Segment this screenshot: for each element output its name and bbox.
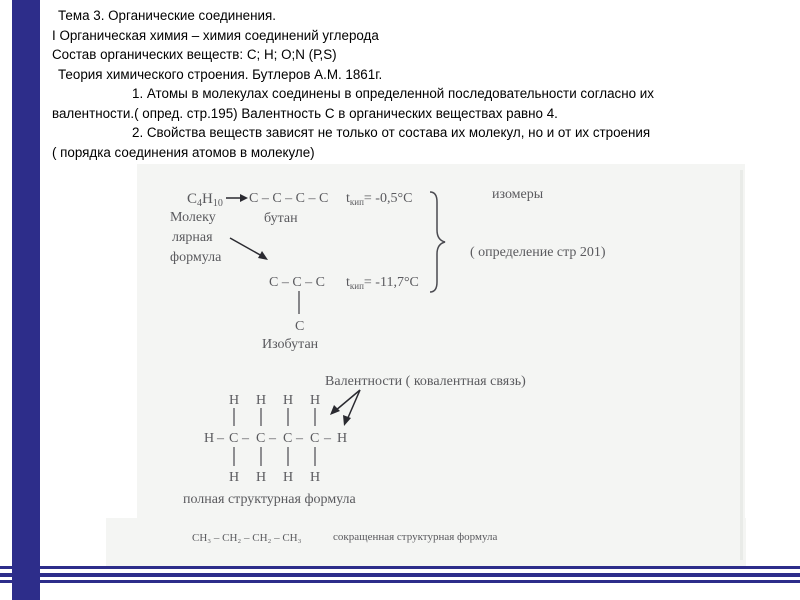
bottom-stripe-3: [0, 580, 800, 583]
isobutane-name: Изобутан: [262, 337, 319, 352]
postulate-2: 2. Свойства веществ зависят не только от состава их молекул, но и от их строения: [132, 125, 651, 140]
svg-text:С: С: [229, 431, 239, 446]
theory-heading: Теория химического строения. Бутлеров А.М. 1861г.: [58, 66, 383, 82]
section-heading: I Органическая химия – химия соединений углерода: [52, 27, 379, 43]
molecular-label-3: формула: [170, 250, 222, 265]
full-formula-label: полная структурная формула: [183, 492, 356, 507]
svg-text:–: –: [217, 431, 224, 446]
postulate-1-continued: валентности.( опред. стр.195) Валентность С в органических веществах равно 4.: [52, 105, 558, 121]
butane-chain: С – С – С – С: [249, 191, 329, 206]
postulate-1: 1. Атомы в молекулах соединены в определенной последовательности согласно их: [132, 86, 654, 101]
svg-text:С: С: [256, 431, 266, 446]
condensed-formula-label: сокращенная структурная формула: [333, 531, 498, 543]
isomer-brace: [430, 192, 445, 292]
arrowhead: [240, 194, 248, 202]
valence-label: Валентности ( ковалентная связь): [325, 374, 526, 389]
svg-text:С: С: [283, 431, 293, 446]
svg-text:–: –: [242, 431, 249, 446]
molecular-label-1: Молеку: [170, 210, 216, 225]
butane-name: бутан: [264, 211, 298, 226]
svg-text:Н: Н: [256, 470, 267, 485]
isobutane-branch: С: [295, 319, 305, 334]
topic-title: Тема 3. Органические соединения.: [58, 8, 276, 23]
molecular-formula: $С_4Н_{10}$: [187, 191, 223, 209]
svg-text:Н: Н: [283, 470, 294, 485]
condensed-formula: СН₃ – СН₂ – СН₂ – СН₃: [192, 532, 302, 544]
bottom-stripe-2: [0, 573, 800, 577]
svg-text:С: С: [310, 431, 320, 446]
svg-text:Н: Н: [310, 470, 321, 485]
bottom-stripe-1: [0, 566, 800, 569]
butane-boiling-point: $t_{кип}= -0,5^\circ С$: [346, 191, 413, 207]
svg-text:Н: Н: [310, 393, 321, 408]
structural-formula: [204, 393, 347, 485]
svg-text:Н: Н: [337, 431, 348, 446]
arrowhead: [330, 405, 340, 415]
svg-text:–: –: [324, 431, 331, 446]
arrowhead: [343, 415, 351, 426]
arrow-to-isobutane: [230, 238, 262, 256]
isobutane-chain: С – С – С: [269, 275, 326, 290]
svg-text:Н: Н: [229, 393, 240, 408]
isomers-label: изомеры: [492, 187, 544, 202]
arrowhead: [258, 251, 268, 260]
svg-text:Н: Н: [204, 431, 215, 446]
molecular-label-2: лярная: [172, 230, 213, 245]
svg-text:–: –: [296, 431, 303, 446]
svg-text:Н: Н: [283, 393, 294, 408]
isomers-definition: ( определение стр 201): [470, 245, 606, 260]
svg-text:–: –: [269, 431, 276, 446]
composition-line: Состав органических веществ: С; Н; О;N (Р,S): [52, 47, 337, 62]
postulate-2-continued: ( порядка соединения атомов в молекуле): [52, 144, 315, 160]
svg-text:Н: Н: [256, 393, 267, 408]
svg-text:Н: Н: [229, 470, 240, 485]
isobutane-boiling-point: $t_{кип}= -11,7^\circ С$: [346, 275, 419, 291]
